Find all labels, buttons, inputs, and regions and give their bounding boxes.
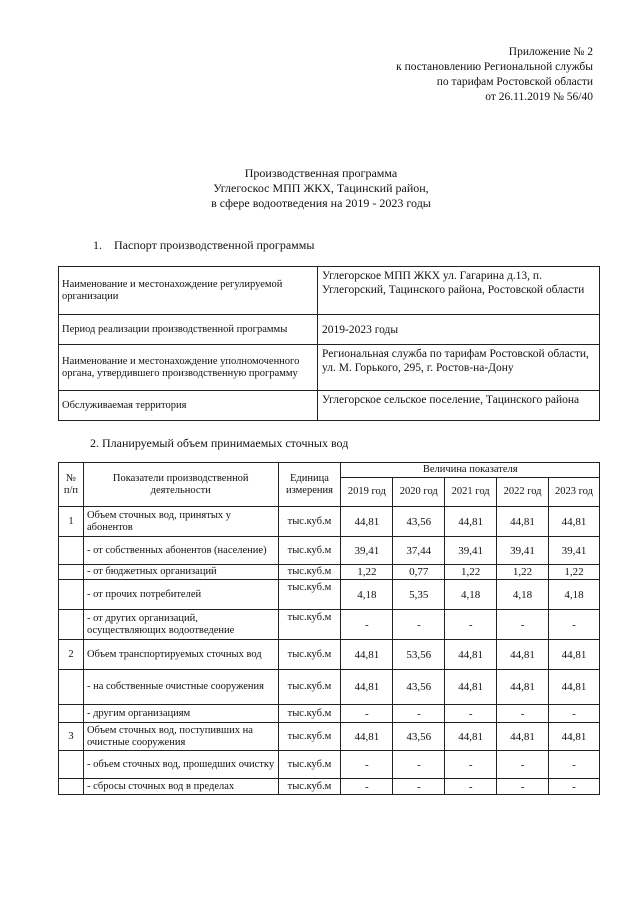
row-num: 3 bbox=[59, 723, 84, 751]
row-value: 1,22 bbox=[497, 565, 549, 580]
row-value: - bbox=[341, 779, 393, 795]
table-row bbox=[59, 751, 600, 779]
row-num: 2 bbox=[59, 640, 84, 670]
row-value: 39,41 bbox=[497, 537, 549, 565]
document-title bbox=[60, 166, 582, 211]
row-value: - bbox=[393, 751, 445, 779]
row-num bbox=[59, 751, 84, 779]
row-value: - bbox=[393, 705, 445, 723]
passport-label: Наименование и местонахождение уполномоченного органа, утвердившего производственную программу bbox=[59, 345, 318, 391]
appendix-line: Приложение № 2 bbox=[508, 46, 593, 58]
section-number: 1. bbox=[93, 238, 102, 252]
row-num bbox=[59, 610, 84, 640]
row-value: 44,81 bbox=[341, 723, 393, 751]
passport-label: Период реализации производственной программы bbox=[59, 315, 318, 345]
appendix-line: к постановлению Региональной службы bbox=[396, 61, 593, 73]
row-value: - bbox=[497, 705, 549, 723]
table-row bbox=[59, 723, 600, 751]
row-value: 43,56 bbox=[393, 507, 445, 537]
header-year: 2023 год bbox=[549, 478, 600, 507]
row-unit: тыс.куб.м bbox=[278, 507, 341, 537]
row-name: Объем сточных вод, поступивших на очистные сооружения bbox=[83, 723, 278, 751]
row-value: - bbox=[393, 610, 445, 640]
table-row bbox=[59, 580, 600, 610]
title-line: Производственная программа bbox=[244, 166, 398, 180]
section-1-heading bbox=[93, 238, 314, 253]
row-value: - bbox=[445, 751, 497, 779]
row-value: 44,81 bbox=[549, 723, 600, 751]
appendix-line: по тарифам Ростовской области bbox=[436, 76, 593, 88]
table-row bbox=[59, 670, 600, 705]
row-value: 44,81 bbox=[341, 640, 393, 670]
row-unit: тыс.куб.м bbox=[278, 580, 341, 610]
appendix-block bbox=[396, 45, 593, 105]
row-value: 5,35 bbox=[393, 580, 445, 610]
row-name: - на собственные очистные сооружения bbox=[83, 670, 278, 705]
row-num bbox=[59, 537, 84, 565]
table-row bbox=[59, 391, 600, 421]
row-value: 44,81 bbox=[497, 640, 549, 670]
row-value: - bbox=[341, 751, 393, 779]
row-value: - bbox=[549, 610, 600, 640]
row-name: - от бюджетных организаций bbox=[83, 565, 278, 580]
row-unit: тыс.куб.м bbox=[278, 610, 341, 640]
row-name: - объем сточных вод, прошедших очистку bbox=[83, 751, 278, 779]
title-line: Углегоскос МПП ЖКХ, Тацинский район, bbox=[213, 181, 429, 195]
row-name: - от других организаций, осуществляющих водоотведение bbox=[83, 610, 278, 640]
row-name: - сбросы сточных вод в пределах bbox=[83, 779, 278, 795]
row-num bbox=[59, 779, 84, 795]
row-value: 44,81 bbox=[341, 670, 393, 705]
row-num: 1 bbox=[59, 507, 84, 537]
table-row bbox=[59, 705, 600, 723]
row-unit: тыс.куб.м bbox=[278, 670, 341, 705]
row-value: - bbox=[445, 705, 497, 723]
table-row bbox=[59, 315, 600, 345]
row-value: - bbox=[549, 705, 600, 723]
row-value: 4,18 bbox=[497, 580, 549, 610]
row-value: - bbox=[549, 779, 600, 795]
row-value: 44,81 bbox=[497, 507, 549, 537]
row-name: - от собственных абонентов (население) bbox=[83, 537, 278, 565]
header-year: 2021 год bbox=[445, 478, 497, 507]
row-value: - bbox=[549, 751, 600, 779]
header-year: 2019 год bbox=[341, 478, 393, 507]
passport-value: Углегорское сельское поселение, Тацинского района bbox=[318, 391, 600, 421]
row-num bbox=[59, 580, 84, 610]
row-value: - bbox=[497, 751, 549, 779]
row-value: 44,81 bbox=[549, 640, 600, 670]
row-value: 0,77 bbox=[393, 565, 445, 580]
table-row bbox=[59, 537, 600, 565]
row-value: - bbox=[497, 610, 549, 640]
section-title: Паспорт производственной программы bbox=[114, 238, 315, 252]
row-value: 4,18 bbox=[549, 580, 600, 610]
passport-label: Наименование и местонахождение регулируемой организации bbox=[59, 267, 318, 315]
row-value: - bbox=[497, 779, 549, 795]
row-name: - другим организациям bbox=[83, 705, 278, 723]
passport-table bbox=[58, 266, 600, 421]
row-value: 4,18 bbox=[341, 580, 393, 610]
row-value: 43,56 bbox=[393, 723, 445, 751]
row-value: - bbox=[445, 610, 497, 640]
row-value: 44,81 bbox=[341, 507, 393, 537]
title-line: в сфере водоотведения на 2019 - 2023 годы bbox=[211, 196, 431, 210]
row-unit: тыс.куб.м bbox=[278, 705, 341, 723]
table-row bbox=[59, 779, 600, 795]
header-value-group: Величина показателя bbox=[341, 463, 600, 478]
appendix-line: от 26.11.2019 № 56/40 bbox=[485, 91, 593, 103]
passport-value: Углегорское МПП ЖКХ ул. Гагарина д.13, п. Углегорский, Тацинского района, Ростовской области bbox=[318, 267, 600, 315]
row-unit: тыс.куб.м bbox=[278, 751, 341, 779]
row-value: 39,41 bbox=[549, 537, 600, 565]
row-value: - bbox=[341, 705, 393, 723]
row-value: 39,41 bbox=[341, 537, 393, 565]
table-row bbox=[59, 345, 600, 391]
row-value: 1,22 bbox=[549, 565, 600, 580]
header-name: Показатели производственной деятельности bbox=[83, 463, 278, 507]
row-value: 43,56 bbox=[393, 670, 445, 705]
row-name: Объем транспортируемых сточных вод bbox=[83, 640, 278, 670]
row-value: 44,81 bbox=[497, 723, 549, 751]
passport-value: Региональная служба по тарифам Ростовской области, ул. М. Горького, 295, г. Ростов-на-Дону bbox=[318, 345, 600, 391]
header-year: 2022 год bbox=[497, 478, 549, 507]
volume-table bbox=[58, 462, 600, 795]
table-row bbox=[59, 640, 600, 670]
row-name: - от прочих потребителей bbox=[83, 580, 278, 610]
header-num: № п/п bbox=[59, 463, 84, 507]
row-value: - bbox=[393, 779, 445, 795]
row-unit: тыс.куб.м bbox=[278, 779, 341, 795]
row-value: 44,81 bbox=[445, 640, 497, 670]
row-unit: тыс.куб.м bbox=[278, 565, 341, 580]
passport-label: Обслуживаемая территория bbox=[59, 391, 318, 421]
table-header-row bbox=[59, 463, 600, 478]
row-value: 44,81 bbox=[445, 670, 497, 705]
row-value: 44,81 bbox=[445, 507, 497, 537]
row-num bbox=[59, 670, 84, 705]
table-row bbox=[59, 565, 600, 580]
section-2-heading: 2. Планируемый объем принимаемых сточных вод bbox=[90, 436, 349, 450]
row-value: 39,41 bbox=[445, 537, 497, 565]
row-num bbox=[59, 705, 84, 723]
row-value: 1,22 bbox=[341, 565, 393, 580]
table-row bbox=[59, 507, 600, 537]
row-value: 44,81 bbox=[549, 670, 600, 705]
table-row bbox=[59, 610, 600, 640]
row-value: 4,18 bbox=[445, 580, 497, 610]
row-unit: тыс.куб.м bbox=[278, 640, 341, 670]
row-unit: тыс.куб.м bbox=[278, 723, 341, 751]
passport-value: 2019-2023 годы bbox=[318, 315, 600, 345]
row-value: 44,81 bbox=[497, 670, 549, 705]
row-value: - bbox=[341, 610, 393, 640]
header-unit: Единица измерения bbox=[278, 463, 341, 507]
header-year: 2020 год bbox=[393, 478, 445, 507]
row-value: 37,44 bbox=[393, 537, 445, 565]
row-value: 53,56 bbox=[393, 640, 445, 670]
table-row bbox=[59, 267, 600, 315]
row-value: 44,81 bbox=[445, 723, 497, 751]
row-value: - bbox=[445, 779, 497, 795]
row-num bbox=[59, 565, 84, 580]
row-value: 44,81 bbox=[549, 507, 600, 537]
row-name: Объем сточных вод, принятых у абонентов bbox=[83, 507, 278, 537]
row-value: 1,22 bbox=[445, 565, 497, 580]
row-unit: тыс.куб.м bbox=[278, 537, 341, 565]
